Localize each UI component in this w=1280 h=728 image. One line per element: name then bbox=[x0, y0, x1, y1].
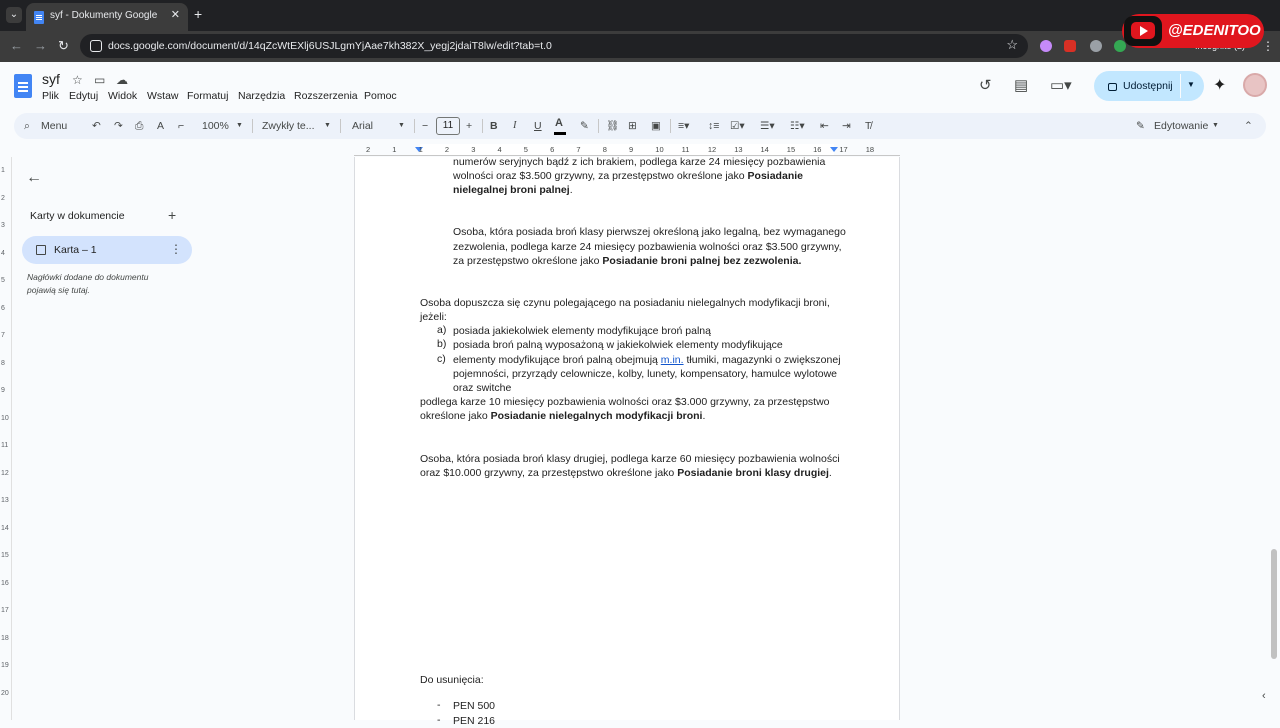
document-title[interactable]: syf bbox=[42, 71, 60, 87]
meet-icon[interactable]: ▭▾ bbox=[1050, 77, 1072, 94]
image-icon[interactable]: ▣ bbox=[651, 120, 661, 132]
ruler-number: 1 bbox=[392, 145, 397, 154]
increase-indent-icon[interactable]: ⇥ bbox=[842, 120, 851, 132]
overlay-handle: @EDENITOO bbox=[1168, 22, 1261, 39]
share-button[interactable] bbox=[1094, 71, 1204, 101]
document-tabs-sidebar bbox=[0, 157, 200, 720]
text-run: wolności oraz $3.500 grzywny, za przestępstwo określone jako bbox=[453, 170, 748, 182]
cloud-status-icon[interactable]: ☁ bbox=[116, 73, 128, 87]
divider bbox=[340, 119, 341, 133]
ruler-number: 1 bbox=[418, 145, 423, 154]
paragraph-line: Osoba, która posiada broń klasy drugiej, podlega karze 60 miesięcy pozbawienia wolności bbox=[420, 453, 840, 465]
text-run: oraz $10.000 grzywny, za przestępstwo określone jako bbox=[420, 467, 678, 479]
expand-panel-icon[interactable]: ‹ bbox=[1262, 690, 1266, 702]
paragraph-line: Osoba, która posiada broń klasy pierwszej określoną jako legalną, bez wymaganego bbox=[453, 226, 846, 238]
ruler-number: 16 bbox=[1, 579, 9, 587]
browser-tabstrip bbox=[0, 0, 1280, 31]
ruler-number: 18 bbox=[865, 145, 875, 154]
move-folder-icon[interactable]: ▭ bbox=[94, 73, 106, 87]
paragraph-line: Osoba dopuszcza się czynu polegającego na posiadaniu nielegalnych modyfikacji broni, bbox=[420, 297, 830, 309]
bold-text-run: Posiadanie broni klasy drugiej bbox=[677, 467, 829, 479]
ruler-number: 19 bbox=[1, 662, 9, 669]
menu-wstaw[interactable]: Wstaw bbox=[147, 90, 179, 102]
ruler-number: 12 bbox=[707, 145, 717, 154]
ruler-number: 13 bbox=[1, 497, 9, 504]
align-icon[interactable]: ≡▾ bbox=[678, 120, 690, 132]
zoom-select[interactable]: 100% bbox=[202, 120, 229, 132]
menu-plik[interactable]: Plik bbox=[42, 90, 59, 102]
ruler-number: 14 bbox=[1, 524, 9, 532]
style-select[interactable]: Zwykły te... bbox=[262, 120, 315, 132]
shield-icon[interactable] bbox=[1114, 40, 1126, 52]
ruler-number: 10 bbox=[1, 414, 9, 422]
paragraph-line bbox=[420, 409, 705, 423]
document-tab-icon bbox=[36, 245, 46, 255]
paint-format-icon[interactable]: ⌐ bbox=[178, 120, 185, 132]
back-icon[interactable]: ← bbox=[10, 38, 23, 53]
list-marker: a) bbox=[437, 324, 447, 336]
ruler-number: 11 bbox=[681, 145, 690, 154]
line-spacing-icon[interactable]: ↕≡ bbox=[708, 120, 720, 132]
ruler-number: 8 bbox=[602, 145, 607, 154]
scrollbar[interactable] bbox=[1268, 157, 1280, 720]
ruler-number: 16 bbox=[813, 145, 822, 154]
ruler-number: 2 bbox=[1, 194, 5, 202]
sidebar-heading: Karty w dokumencie bbox=[30, 210, 125, 222]
scroll-thumb[interactable] bbox=[1271, 549, 1277, 659]
ruler-number: 13 bbox=[734, 145, 743, 154]
chevron-down-icon[interactable]: ▼ bbox=[398, 122, 405, 129]
avatar[interactable] bbox=[1243, 73, 1267, 97]
ruler-number: 2 bbox=[366, 145, 371, 154]
extension-icon[interactable] bbox=[1090, 40, 1102, 52]
list-item bbox=[453, 353, 841, 367]
font-select[interactable]: Arial bbox=[352, 120, 374, 132]
ruler-number: 11 bbox=[1, 442, 9, 449]
search-icon[interactable]: ⌕ bbox=[24, 120, 30, 132]
adblock-icon[interactable] bbox=[1064, 40, 1076, 52]
ruler-number: 15 bbox=[1, 552, 9, 559]
menu-pomoc[interactable]: Pomoc bbox=[364, 90, 397, 102]
ruler-number: 5 bbox=[523, 145, 528, 154]
text-run: . bbox=[702, 410, 706, 422]
back-arrow-icon[interactable]: ← bbox=[26, 169, 42, 186]
clear-formatting-icon[interactable]: T̸ bbox=[865, 120, 872, 132]
lock-icon bbox=[1108, 83, 1117, 91]
gemini-icon[interactable]: ✦ bbox=[1213, 77, 1227, 94]
docs-logo-icon[interactable] bbox=[14, 74, 32, 98]
text-run: . bbox=[569, 184, 573, 196]
sidebar-item-karta-1[interactable] bbox=[22, 236, 192, 264]
undo-icon[interactable]: ↶ bbox=[92, 120, 101, 132]
italic-icon[interactable]: I bbox=[513, 120, 517, 131]
decrease-indent-icon[interactable]: ⇤ bbox=[820, 120, 829, 132]
paragraph-line: numerów seryjnych bądź z ich brakiem, podlega karze 24 miesięcy pozbawienia bbox=[453, 156, 826, 168]
list-item: PEN 500 bbox=[453, 700, 496, 712]
bold-text-run: Posiadanie nielegalnych modyfikacji broni bbox=[490, 410, 703, 422]
extension-icon[interactable] bbox=[1040, 40, 1052, 52]
collapse-menus-icon[interactable]: ⌃ bbox=[1244, 120, 1253, 132]
ruler-number: 2 bbox=[444, 145, 450, 154]
omnibox[interactable] bbox=[80, 34, 1028, 58]
divider bbox=[670, 119, 671, 133]
ruler-number: 7 bbox=[576, 145, 581, 154]
numbered-list-icon[interactable]: ☷▾ bbox=[790, 120, 805, 132]
paragraph-line: Do usunięcia: bbox=[420, 674, 484, 686]
print-icon[interactable]: ⎙ bbox=[135, 120, 144, 132]
sidebar-hint: Nagłówki dodane do dokumentu pojawią się tutaj. bbox=[27, 272, 149, 295]
ruler-number: 14 bbox=[760, 145, 769, 154]
bold-text-run: Posiadanie bbox=[747, 170, 803, 182]
ruler-number: 7 bbox=[1, 332, 5, 339]
link-text[interactable]: m.in. bbox=[660, 354, 684, 366]
bookmark-star-icon[interactable]: ☆ bbox=[1006, 37, 1018, 52]
menu-edytuj[interactable]: Edytuj bbox=[69, 90, 99, 102]
ruler-number: 3 bbox=[1, 222, 5, 229]
star-icon[interactable]: ☆ bbox=[72, 73, 83, 87]
paragraph-line bbox=[453, 183, 573, 197]
docs-header bbox=[0, 62, 1280, 112]
increase-font-icon[interactable]: + bbox=[466, 120, 473, 132]
list-marker: - bbox=[437, 714, 441, 726]
ruler-number: 4 bbox=[1, 249, 5, 257]
menu-widok[interactable]: Widok bbox=[108, 90, 138, 102]
document-page[interactable] bbox=[354, 156, 900, 727]
redo-icon[interactable]: ↷ bbox=[114, 120, 123, 132]
formatting-toolbar bbox=[14, 113, 1266, 139]
divider bbox=[252, 119, 253, 133]
paragraph-line bbox=[453, 169, 803, 183]
ruler-number: 17 bbox=[839, 145, 848, 154]
menu-formatuj[interactable]: Formatuj bbox=[187, 90, 229, 102]
underline-icon[interactable]: U bbox=[534, 120, 542, 132]
text-run: tłumiki, magazynki o zwiększonej bbox=[683, 354, 841, 366]
docs-favicon-icon bbox=[34, 11, 44, 24]
paragraph-line: podlega karze 10 miesięcy pozbawienia wolności oraz $3.000 grzywny, za przestępstwo bbox=[420, 396, 830, 408]
tab-search-icon[interactable]: ⌄ bbox=[6, 7, 22, 23]
paragraph-line: zezwolenia, podlega karze 24 miesięcy pozbawienia wolności oraz $3.500 grzywny, bbox=[453, 241, 842, 253]
menu-rozszerzenia[interactable]: Rozszerzenia bbox=[294, 90, 358, 102]
list-marker: c) bbox=[437, 353, 446, 365]
comment-icon[interactable]: ⊞ bbox=[628, 120, 637, 132]
text-color-icon[interactable]: A bbox=[555, 117, 563, 129]
font-size-input[interactable]: 11 bbox=[436, 117, 460, 135]
divider bbox=[1180, 74, 1181, 98]
ruler-number: 15 bbox=[786, 145, 796, 154]
browser-menu-icon[interactable]: ⋮ bbox=[1262, 39, 1274, 53]
paragraph-line bbox=[420, 466, 832, 480]
chevron-down-icon[interactable]: ▼ bbox=[236, 122, 243, 129]
ruler-number: 6 bbox=[550, 145, 555, 154]
list-item-continuation: oraz switche bbox=[453, 382, 512, 394]
forward-icon[interactable]: → bbox=[34, 38, 47, 53]
site-info-icon[interactable] bbox=[90, 40, 102, 52]
chevron-down-icon[interactable]: ▼ bbox=[324, 122, 331, 129]
ruler-number: 8 bbox=[1, 359, 5, 367]
youtube-overlay-badge bbox=[1122, 14, 1264, 48]
ruler-number: 10 bbox=[655, 145, 664, 154]
highlight-icon[interactable]: ✎ bbox=[580, 120, 589, 132]
menu-narzedzia[interactable]: Narzędzia bbox=[238, 90, 286, 102]
ruler-number: 9 bbox=[629, 145, 634, 154]
ruler-number: 6 bbox=[1, 304, 5, 312]
paragraph-line: jeżeli: bbox=[420, 311, 447, 323]
link-icon[interactable]: ⛓ bbox=[606, 120, 620, 132]
ruler-number: 9 bbox=[1, 387, 5, 394]
chevron-down-icon[interactable]: ▼ bbox=[1212, 122, 1219, 129]
divider bbox=[482, 119, 483, 133]
list-marker: b) bbox=[437, 338, 447, 350]
new-tab-icon[interactable]: + bbox=[194, 6, 203, 22]
decrease-font-icon[interactable]: − bbox=[422, 120, 429, 132]
right-indent-marker[interactable] bbox=[830, 147, 838, 152]
ruler-number: 18 bbox=[1, 634, 9, 642]
more-options-icon[interactable]: ⋮ bbox=[170, 242, 182, 256]
browser-tab[interactable] bbox=[26, 3, 188, 31]
text-run: . bbox=[828, 467, 832, 479]
list-item: posiada broń palną wyposażoną w jakiekolwiek elementy modyfikujące bbox=[453, 339, 783, 351]
list-item: posiada jakiekolwiek elementy modyfikujące broń palną bbox=[453, 325, 711, 337]
text-run: określone jako bbox=[420, 410, 491, 422]
list-item: PEN 216 bbox=[453, 715, 496, 727]
list-item-continuation: pojemności, przyrządy celownicze, kolby, lunety, kompensatory, hamulce wylotowe bbox=[453, 368, 837, 380]
add-tab-icon[interactable]: + bbox=[168, 207, 177, 223]
pencil-icon[interactable]: ✎ bbox=[1136, 120, 1145, 132]
text-run: za przestępstwo określone jako bbox=[453, 255, 603, 267]
url-text[interactable]: docs.google.com/document/d/14qZcWtEXlj6USJLgmYjAae7kh382X_yegj2jdaiT8lw/edit?tab=t.0 bbox=[108, 40, 552, 52]
ruler-number: 5 bbox=[1, 277, 5, 284]
tab-title: syf - Dokumenty Google bbox=[50, 10, 158, 21]
ruler-number: 1 bbox=[1, 167, 5, 174]
version-history-icon[interactable]: ↺ bbox=[979, 77, 992, 94]
address-bar-row bbox=[0, 31, 1280, 62]
divider bbox=[414, 119, 415, 133]
menu-search[interactable]: Menu bbox=[41, 120, 68, 132]
play-icon bbox=[1140, 26, 1148, 36]
bold-text-run: nielegalnej broni palnej bbox=[453, 184, 570, 196]
bold-text-run: Posiadanie broni palnej bez zezwolenia. bbox=[602, 255, 802, 267]
text-run: elementy modyfikujące broń palną obejmują bbox=[453, 354, 661, 366]
reload-icon[interactable]: ↻ bbox=[58, 38, 69, 53]
spellcheck-icon[interactable]: A bbox=[157, 120, 165, 132]
ruler-number: 20 bbox=[1, 689, 9, 697]
tab-close-icon[interactable]: ✕ bbox=[170, 9, 180, 21]
bold-icon[interactable]: B bbox=[490, 120, 498, 132]
comments-icon[interactable]: ▤ bbox=[1014, 77, 1029, 94]
divider bbox=[598, 119, 599, 133]
ruler-number: 12 bbox=[1, 469, 9, 477]
ruler-number: 3 bbox=[471, 145, 476, 154]
mode-select[interactable]: Edytowanie bbox=[1154, 120, 1209, 132]
chevron-down-icon[interactable]: ▼ bbox=[1187, 80, 1195, 89]
checklist-icon[interactable]: ☑▾ bbox=[730, 120, 745, 132]
bullet-list-icon[interactable]: ☰▾ bbox=[760, 120, 775, 132]
paragraph-line bbox=[453, 254, 801, 268]
ruler-number: 17 bbox=[1, 607, 9, 614]
sidebar-item-label: Karta – 1 bbox=[54, 244, 97, 256]
list-marker: - bbox=[437, 699, 441, 711]
share-label: Udostępnij bbox=[1123, 80, 1173, 92]
ruler-number: 4 bbox=[497, 145, 502, 154]
